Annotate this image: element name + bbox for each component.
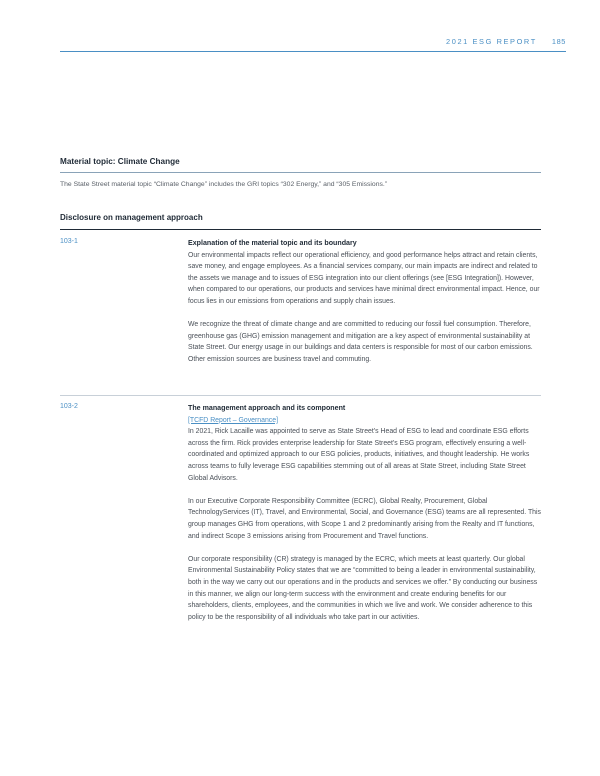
header-divider [60, 51, 566, 52]
page-header [446, 37, 566, 46]
report-title: 2021 ESG REPORT [446, 37, 537, 46]
disclosure-paragraph: We recognize the threat of climate change and are committed to reducing our fossil fuel consumption. Therefore, greenhouse gas (GHG) emission management and mitigation are a key aspect of environmental sustainability at State Street. Our energy usage in our buildings and data centers is responsible for most of our carbon emissions. Other emission sources are business travel and commuting. [188, 321, 533, 363]
material-topic-divider [60, 172, 541, 173]
tcfd-report-link[interactable]: [TCFD Report – Governance] [188, 416, 278, 424]
disclosure-code: 103-1 [60, 238, 78, 245]
disclosure-paragraph: Our corporate responsibility (CR) strategy is managed by the ECRC, which meets at least quarterly. Our global Environmental Sustainability Policy states that we are “committed to being a leader in environmental sustainability, both in the way we carry out our operations and in the products and services we offer.” By conducting our business in this manner, we align our long-term success with the environment and create enduring benefits for our shareholders, clients, employees, and the communities in which we live and work. We consider adherence to this policy to be the responsibility of all individuals who take part in our activities. [188, 555, 538, 621]
disclosure-item-title: The management approach and its component [188, 404, 346, 412]
disclosure-content [188, 403, 543, 635]
material-topic-description: The State Street material topic “Climate Change” includes the GRI topics “302 Energy,” and “305 Emissions.” [60, 181, 388, 188]
row-divider [60, 395, 541, 396]
disclosure-content [188, 238, 543, 377]
disclosure-divider [60, 229, 541, 230]
page-number: 185 [551, 37, 566, 46]
disclosure-paragraph: In our Executive Corporate Responsibility Committee (ECRC), Global Realty, Procurement, Global TechnologyServices (IT), Travel, and Environmental, Social, and Governance (ESG) teams are all represented. This group manages GHG from operations, with Scope 1 and 2 predominantly arising from the Realty and IT functions, and indirect Scope 3 emissions arising from Procurement and Travel functions. [188, 497, 541, 540]
disclosure-code: 103-2 [60, 403, 78, 410]
disclosure-paragraph: Our environmental impacts reflect our operational efficiency, and good performance helps attract and retain clients, save money, and engage employees. As a financial services company, our main impacts are indirect and related to the assets we manage and to issues of ESG integration into our client offerings (see [ESG Integration]). However, when compared to our operations, our products and services have minimal direct environmental impact. Hence, our focus lies in our emissions from operations and supply chain issues. [188, 251, 540, 305]
material-topic-title: Material topic: Climate Change [60, 157, 180, 166]
disclosure-paragraph: In 2021, Rick Lacaille was appointed to serve as State Street’s Head of ESG to lead and coordinate ESG efforts across the firm. Rick provides enterprise leadership for State Street’s ESG program, effectively ensuring a well-coordinated and optimized approach to our ESG policies, products, initiatives, and thought leadership. He works across teams to fully leverage ESG capabilities stemming out of all areas at State Street, including State Street Global Advisors. [188, 428, 530, 482]
disclosure-item-title: Explanation of the material topic and its boundary [188, 239, 357, 247]
disclosure-title: Disclosure on management approach [60, 213, 203, 222]
